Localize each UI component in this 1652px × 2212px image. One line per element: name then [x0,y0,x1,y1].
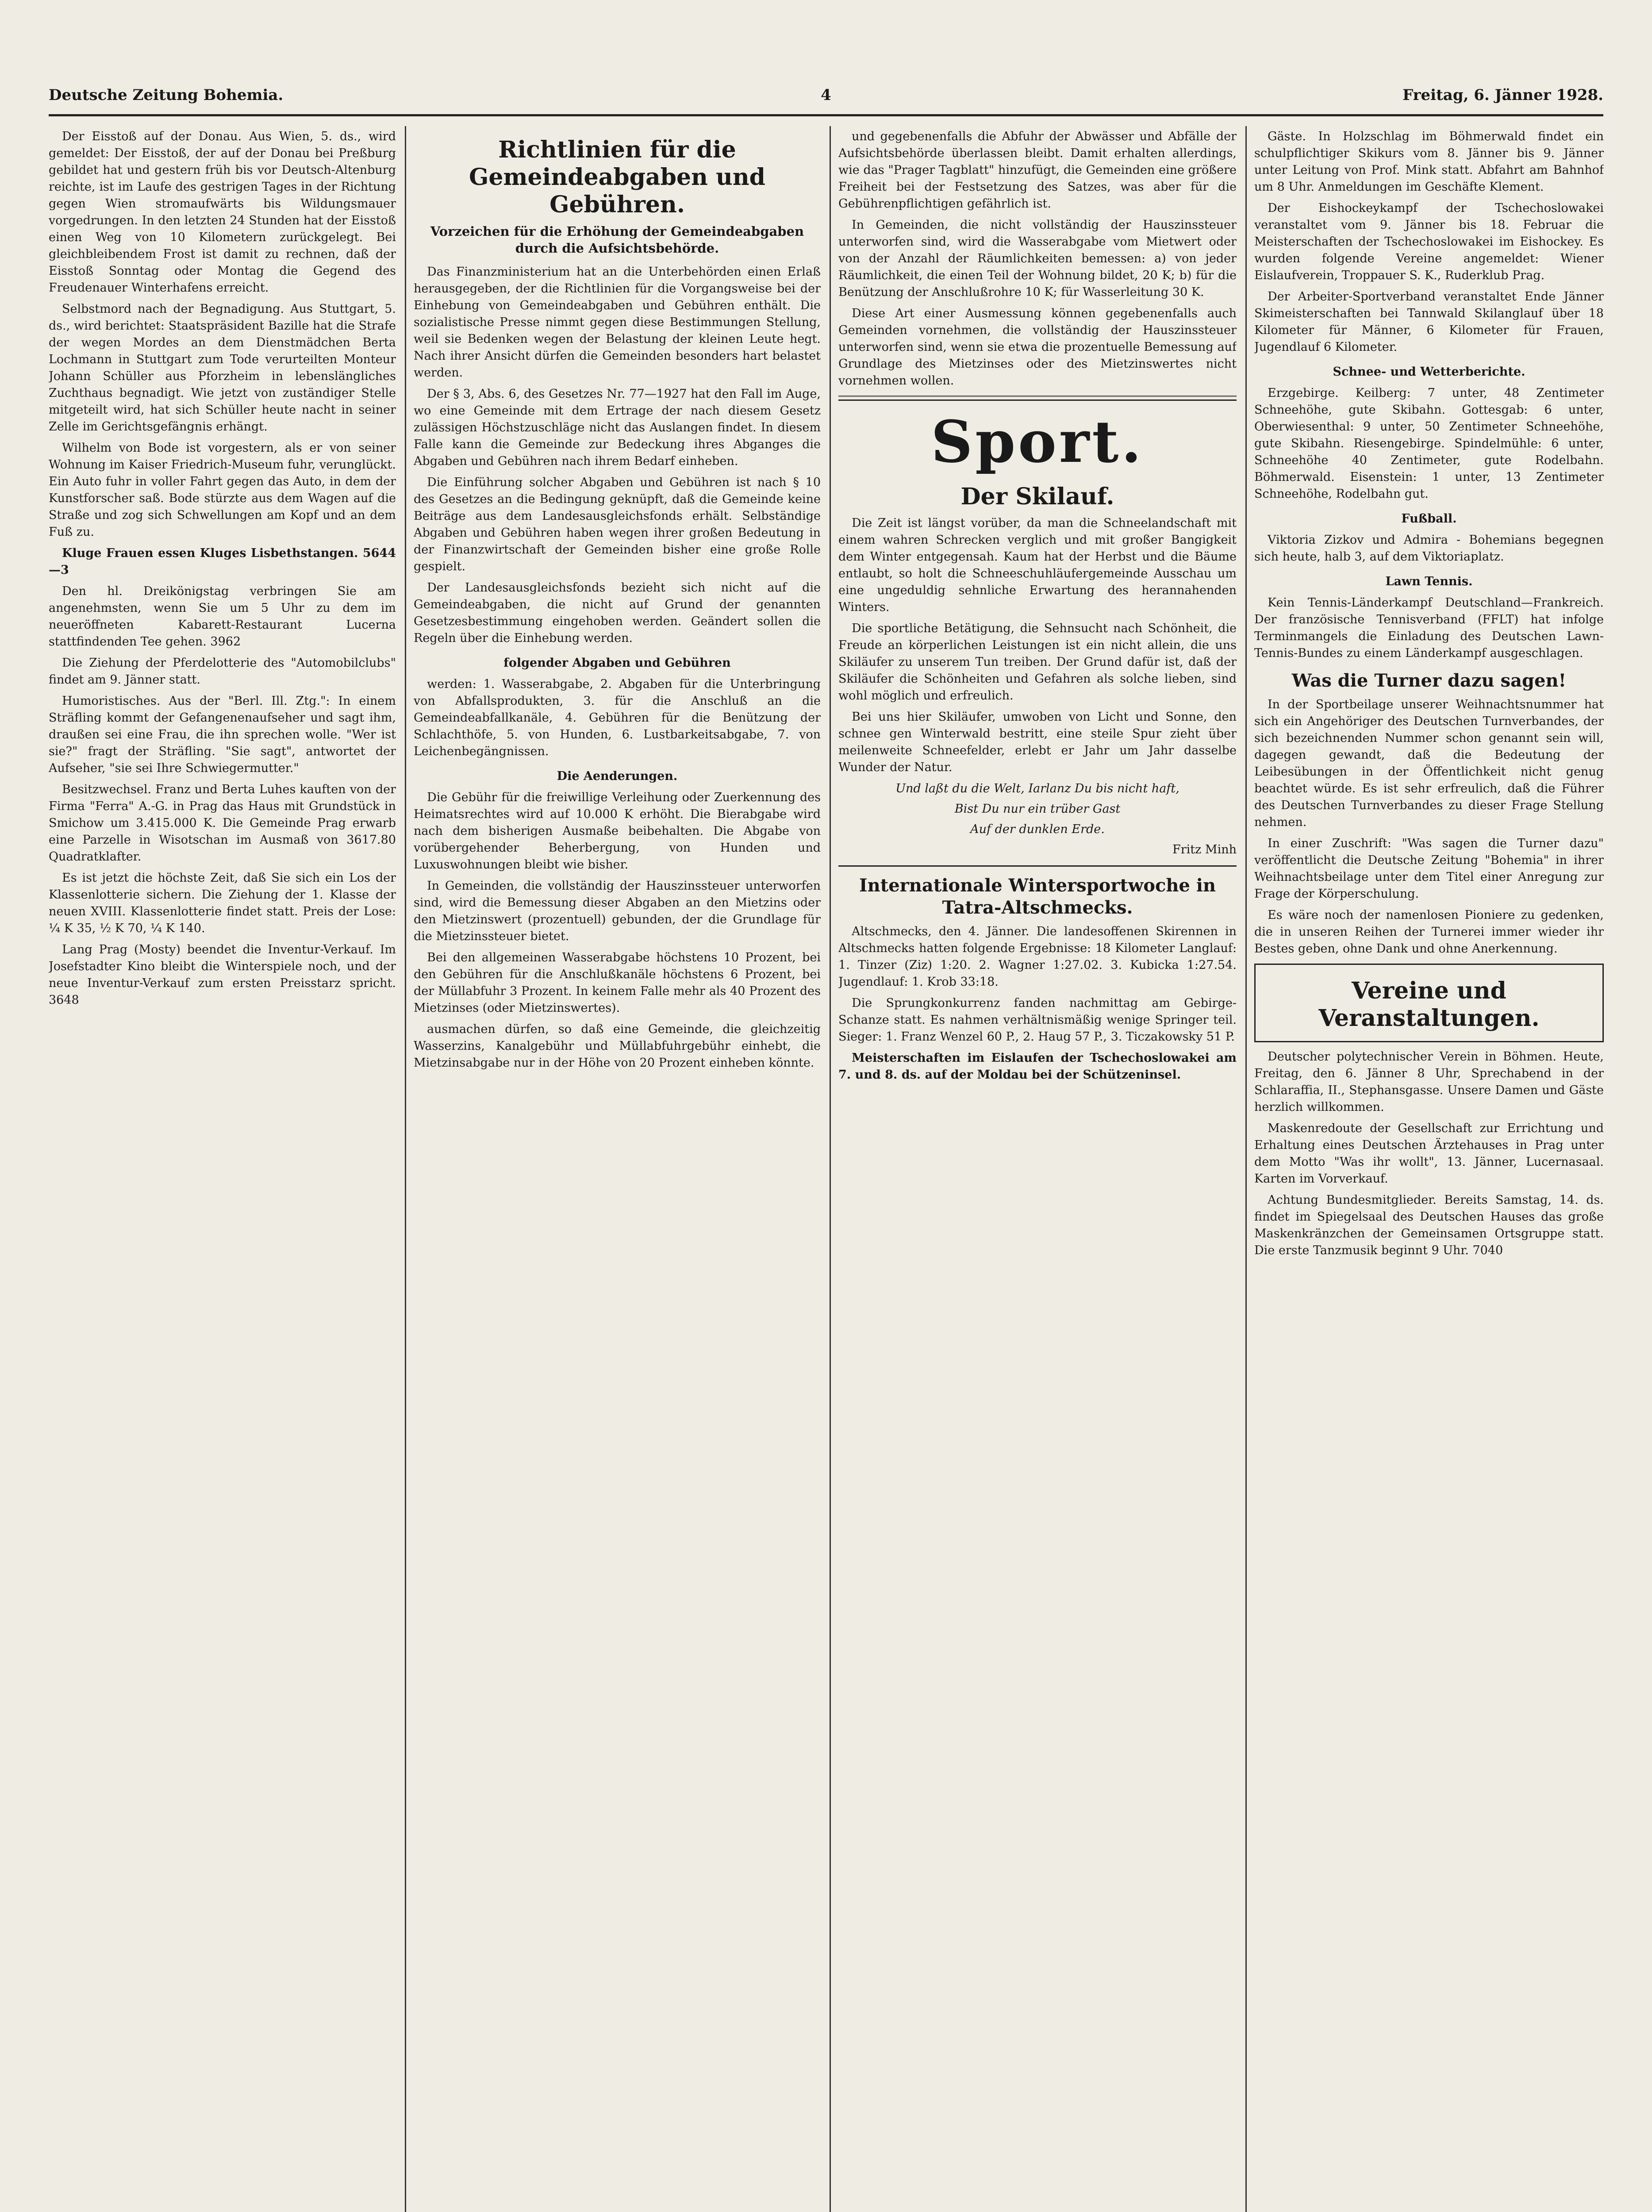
article-paragraph: und gegebenenfalls die Abfuhr der Abwässer und Abfälle der Aufsichtsbehörde überlassen bleibt. Damit erhalten allerdings, wie das "Prager Tagblatt" hinzufügt, die Gemeinden eine größere Freiheit bei der Festsetzung des Satzes, was aber für die Gebührenpflichtigen gefährlich ist. [838,130,1237,211]
news-item: Erzgebirge. Keilberg: 7 unter, 48 Zentimeter Schneehöhe, gute Skibahn. Gottesgab: 6 unter, Oberwiesenthal: 9 unter, 50 Zentimeter Schneehöhe, gute Skibahn. Riesengebirge. Spindelmühle: 6 unter, Schneehöhe 40 Zentimeter, gute Rodelbahn. Böhmerwald. Eisenstein: 1 unter, 13 Zentimeter Schneehöhe, Rodelbahn gut. [1254,386,1604,501]
news-item: Deutscher polytechnischer Verein in Böhmen. Heute, Freitag, den 6. Jänner 8 Uhr, Sprechabend in der Schlaraffia, II., Stephansgasse. Unsere Damen und Gäste herzlich willkommen. [1254,1050,1604,1114]
article-paragraph: Altschmecks, den 4. Jänner. Die landesoffenen Skirennen in Altschmecks hatten folgende Ergebnisse: 18 Kilometer Langlauf: 1. Tinzer (Ziz) 1:20. 2. Wagner 1:27.02. 3. Kubicka 1:27.54. Jugendlauf: 1. Krob 33:18. [838,925,1237,989]
article-paragraph: Die Sprungkonkurrenz fanden nachmittag am Gebirge-Schanze statt. Es nahmen verhältnismäßig wenige Springer teil. Sieger: 1. Franz Wenzel 60 P., 2. Haug 57 P., 3. Ticzakowsky 51 P. [838,996,1237,1044]
article-paragraph: werden: 1. Wasserabgabe, 2. Abgaben für die Unterbringung von Abfallsprodukten, 3. für die Anschluß an die Gemeindeabfallkanäle, 4. Gebühren für die Benützung der Schlachthöfe, 5. von Hunden, 6. Lustbarkeitsabgabe, 7. von Leichenbegängnissen. [414,677,821,758]
poem-line: Auf der dunklen Erde. [970,822,1105,836]
article-subtitle: Vorzeichen für die Erhöhung der Gemeindeabgaben durch die Aufsichtsbehörde. [430,224,804,256]
article-paragraph: In Gemeinden, die nicht vollständig der Hauszinssteuer unterworfen sind, wird die Wasserabgabe vom Mietwert oder von der Anzahl der Räumlichkeiten bemessen: a) von jeder Räumlichkeit, die einen Teil der Wohnung bildet, 20 K; b) für die Benützung der Anschlußrohre 10 K; für Wasserleitung 30 K. [838,218,1237,299]
section-heading: Lawn Tennis. [1385,575,1473,588]
news-item: Der Eisstoß auf der Donau. Aus Wien, 5. ds., wird gemeldet: Der Eisstoß, der auf der Donau bei Preßburg gebildet hat und gestern früh bis vor Deutsch-Altenburg reichte, ist im Laufe des gestrigen Tages in der Richtung gegen Wien stromaufwärts bis Wildungsmauer vorgedrungen. In den letzten 24 Stunden hat der Eisstoß einen Weg von 10 Kilometern zurückgelegt. Bei gleichbleibendem Frost ist damit zu rechnen, daß der Eisstoß Sonntag oder Montag die Gegend des Freudenauer Winterhafens erreicht. [49,130,396,295]
issue-date: Freitag, 6. Jänner 1928. [1402,86,1603,104]
advertisement: Kluge Frauen essen Kluges Lisbethstangen. 5644—3 [49,546,396,577]
article-paragraph: Die Gebühr für die freiwillige Verleihung oder Zuerkennung des Heimatsrechtes wird auf 10.000 K erhöht. Die Bierabgabe wird nach dem bisherigen Ausmaße beibehalten. Die Abgabe von vorübergehender Beherbergung, von Hunden und Luxuswohnungen bleibt wie bisher. [414,791,821,872]
article-paragraph: Der § 3, Abs. 6, des Gesetzes Nr. 77—1927 hat den Fall im Auge, wo eine Gemeinde mit dem Ertrage der nach diesem Gesetz zulässigen Höchstzuschläge nicht das Auslangen findet. In diesem Falle kann die Gemeinde zur Bedeckung ihres Abganges die Abgaben und Gebühren nach ihrem Bedarf einheben. [414,387,821,468]
sport-section-title: Sport. [931,408,1144,476]
section-heading: Schnee- und Wetterberichte. [1333,365,1525,379]
news-item: Humoristisches. Aus der "Berl. Ill. Ztg.": In einem Sträfling kommt der Gefangenenaufseher und sagt ihm, draußen sei eine Frau, die ihn sprechen wolle. "Wer ist sie?" fragt der Sträfling. "Sie sagt", antwortet der Aufseher, "sie sei Ihre Schwiegermutter." [49,694,396,775]
article-paragraph: Diese Art einer Ausmessung können gegebenenfalls auch Gemeinden vornehmen, die vollständig der Hauszinssteuer unterworfen sind, wenn sie etwa die prozentuelle Bemessung auf Grundlage des Mietzinses oder des Mietzinswertes nicht vornehmen wollen. [838,307,1237,388]
poem-line: Bist Du nur ein trüber Gast [954,802,1121,816]
column-1 [49,128,396,1013]
article-paragraph: Das Finanzministerium hat an die Unterbehörden einen Erlaß herausgegeben, der die Richtlinien für die Vorgangsweise bei der Einhebung von Gemeindeabgaben und Gebühren enthält. Die sozialistische Presse nimmt gegen diese Bestimmungen Stellung, weil sie Bedenken wegen der Belastung der kleinen Leute hegt. Nach ihrer Ansicht dürfen die Gemeinden besonders hart belastet werden. [414,265,821,380]
events-box [1254,964,1604,1042]
column-divider [1245,126,1247,2212]
article-paragraph: Die sportliche Betätigung, die Sehnsucht nach Schönheit, die Freude an körperlichen Leistungen ist ein nicht allein, die uns Skiläufer zu unserem Tun treiben. Der Grund dafür ist, daß der Skiläufer die Schönheiten und Gefahren als solche lieben, sind wohl möglich und erfreulich. [838,622,1237,703]
news-item: Der Arbeiter-Sportverband veranstaltet Ende Jänner Skimeisterschaften bei Tannwald Skilanglauf über 18 Kilometer für Männer, 6 Kilometer für Frauen, Jugendlauf 6 Kilometer. [1254,290,1604,354]
news-item: Achtung Bundesmitglieder. Bereits Samstag, 14. ds. findet im Spiegelsaal des Deutschen Hauses das große Maskenkränzchen der Gemeinsamen Ortsgruppe statt. Die erste Tanzmusik beginnt 9 Uhr. 7040 [1254,1193,1604,1257]
article-title: Der Skilauf. [960,483,1114,510]
news-item: Es wäre noch der namenlosen Pioniere zu gedenken, die in unseren Reihen der Turnerei immer wieder ihr Bestes geben, ohne Dank und ohne Anerkennung. [1254,908,1604,956]
page-header [49,86,1603,113]
page-number: 4 [821,86,831,104]
news-item: In einer Zuschrift: "Was sagen die Turner dazu" veröffentlicht die Deutsche Zeitung "Bohemia" in ihrer Weihnachtsbeilage unter dem Titel einer Anregung zur Frage der Körperschulung. [1254,837,1604,901]
section-heading: Was die Turner dazu sagen! [1291,670,1567,691]
news-item: Kein Tennis-Länderkampf Deutschland—Frankreich. Der französische Tennisverband (FFLT) hat infolge Terminmangels die Einladung des Deutschen Lawn-Tennis-Bundes zu einem Länderkampf ausgeschlagen. [1254,596,1604,660]
news-item: Der Eishockeykampf der Tschechoslowakei veranstaltet vom 9. Jänner bis 18. Februar die Meisterschaften der Tschechoslowakei im Eishockey. Es wurden folgende Vereine angemeldet: Wiener Eislaufverein, Troppauer S. K., Ruderklub Prag. [1254,201,1604,282]
column-2 [414,128,821,1076]
news-item: In der Sportbeilage unserer Weihnachtsnummer hat sich ein Angehöriger des Deutschen Turnverbandes, der sich bezeichnenden Nummer schon genannt sein will, dagegen gewandt, daß die Bedeutung der Leibesübungen in der Öffentlichkeit nicht genug beachtet würde. Es ist sehr erfreulich, daß die Führer des Deutschen Turnverbandes zu dieser Frage Stellung nehmen. [1254,698,1604,829]
section-heading: folgender Abgaben und Gebühren [503,656,731,670]
advertisement: Lang Prag (Mosty) beendet die Inventur-Verkauf. Im Josefstadter Kino bleibt die Winterspiele noch, und der neue Inventur-Verkauf zum ersten Preisstarz spricht. 3648 [49,943,396,1007]
article-paragraph: Meisterschaften im Eislaufen der Tschechoslowakei am 7. und 8. ds. auf der Moldau bei der Schützeninsel. [838,1051,1237,1082]
author-signature: Fritz Minh [1172,843,1237,856]
article-paragraph: ausmachen dürfen, so daß eine Gemeinde, die gleichzeitig Wasserzins, Kanalgebühr und Müllabfuhrgebühr einhebt, die Mietzinsabgabe nur in der Höhe von 20 Prozent einheben könnte. [414,1022,821,1070]
column-divider [830,126,831,2212]
column-4 [1254,128,1604,1263]
advertisement: Den hl. Dreikönigstag verbringen Sie am angenehmsten, wenn Sie um 5 Uhr zu dem im neueröffneten Kabarett-Restaurant Lucerna stattfindenden Tee gehen. 3962 [49,584,396,649]
article-title: Internationale Wintersportwoche in Tatra-Altschmecks. [859,875,1216,918]
news-item: Viktoria Zizkov und Admira - Bohemians begegnen sich heute, halb 3, auf dem Viktoriaplatz. [1254,533,1604,564]
events-title: Vereine und Veranstaltungen. [1318,977,1540,1032]
header-rule [49,114,1603,116]
news-item: Wilhelm von Bode ist vorgestern, als er von seiner Wohnung im Kaiser Friedrich-Museum fuhr, verunglückt. Ein Auto fuhr in voller Fahrt gegen das Auto, in dem der Kunstforscher saß. Bode stürzte aus dem Wagen auf die Straße und zog sich Schwellungen am Kopf und an dem Fuß zu. [49,441,396,539]
article-paragraph: Die Einführung solcher Abgaben und Gebühren ist nach § 10 des Gesetzes an die Bedingung geknüpft, daß die Gemeinde keine Beiträge aus dem Landesausgleichsfonds erhält. Selbständige Abgaben und Gebühren haben wegen ihrer großen Bedeutung in der Finanzwirtschaft der Gemeinden bisher eine große Rolle gespielt. [414,476,821,573]
section-rule [838,396,1237,401]
advertisement: Es ist jetzt die höchste Zeit, daß Sie sich ein Los der Klassenlotterie sichern. Die Ziehung der 1. Klasse der neuen XVIII. Klassenlotterie findet statt. Preis der Lose: ¼ K 35, ½ K 70, ¼ K 140. [49,871,396,935]
poem-line: Und laßt du die Welt, Iarlanz Du bis nicht haft, [895,782,1179,795]
masthead-name: Deutsche Zeitung Bohemia. [49,86,284,104]
news-item: Besitzwechsel. Franz und Berta Luhes kauften von der Firma "Ferra" A.-G. in Prag das Haus mit Grundstück in Smichow um 3.415.000 K. Die Gemeinde Prag erwarb eine Parzelle in Wisotschan im Ausmaß von 3617.80 Quadratklafter. [49,783,396,864]
column-divider [405,126,406,2212]
news-item: Maskenredoute der Gesellschaft zur Errichtung und Erhaltung eines Deutschen Ärztehauses in Prag unter dem Motto "Was ihr wollt", 13. Jänner, Lucernasaal. Karten im Vorverkauf. [1254,1121,1604,1186]
article-paragraph: Die Zeit ist längst vorüber, da man die Schneelandschaft mit einem wahren Schrecken verglich und mit großer Bangigkeit dem Winter entgegensah. Kaum hat der Herbst und die Bäume entlaubt, so holt die Schneeschuhläufergemeinde Ausschau um eine ungeduldig sehnliche Erwartung des herannahenden Winters. [838,516,1237,614]
section-rule [838,865,1237,867]
section-heading: Fußball. [1401,512,1457,526]
article-paragraph: Der Landesausgleichsfonds bezieht sich nicht auf die Gemeindeabgaben, die nicht auf Grund der genannten Gesetzesbestimmung eingehoben werden. Geändert sollen die Regeln über die Einhebung werden. [414,581,821,645]
news-item: Gäste. In Holzschlag im Böhmerwald findet ein schulpflichtiger Skikurs vom 8. Jänner bis 9. Jänner unter Leitung von Prof. Mink statt. Abfahrt am Bahnhof um 8 Uhr. Anmeldungen im Geschäfte Klement. [1254,130,1604,194]
article-paragraph: In Gemeinden, die vollständig der Hauszinssteuer unterworfen sind, wird die Bemessung dieser Abgaben an den Mietzins oder den Mietzinswert (prozentuell) gebunden, der die Grundlage für die Mietzinssteuer bietet. [414,879,821,943]
article-paragraph: Bei uns hier Skiläufer, umwoben von Licht und Sonne, den schnee gen Winterwald bestritt, eine steile Spur zieht über meilenweite Schneefelder, erlebt er Jahr um Jahr dasselbe Wunder der Natur. [838,710,1237,774]
section-heading: Die Aenderungen. [557,769,678,783]
column-3 [838,128,1237,1088]
article-paragraph: Bei den allgemeinen Wasserabgabe höchstens 10 Prozent, bei den Gebühren für die Anschlußkanäle höchstens 6 Prozent, bei der Müllabfuhr 3 Prozent. In keinem Falle mehr als 40 Prozent des Mietzinses (oder Mietzinswertes). [414,951,821,1015]
article-title: Richtlinien für die Gemeindeabgaben und Gebühren. [469,136,766,218]
news-item: Die Ziehung der Pferdelotterie des "Automobilclubs" findet am 9. Jänner statt. [49,656,396,687]
news-item: Selbstmord nach der Begnadigung. Aus Stuttgart, 5. ds., wird berichtet: Staatspräsident Bazille hat die Strafe der wegen Mordes an dem Dienstmädchen Berta Lochmann in Stuttgart zum Tode verurteilten Monteur Johann Schüller aus Pforzheim in lebenslängliches Zuchthaus begnadigt. Wie jetzt von zuständiger Stelle mitgeteilt wird, hat sich Schüller heute nacht in seiner Zelle im Gerichtsgefängnis erhängt. [49,302,396,434]
